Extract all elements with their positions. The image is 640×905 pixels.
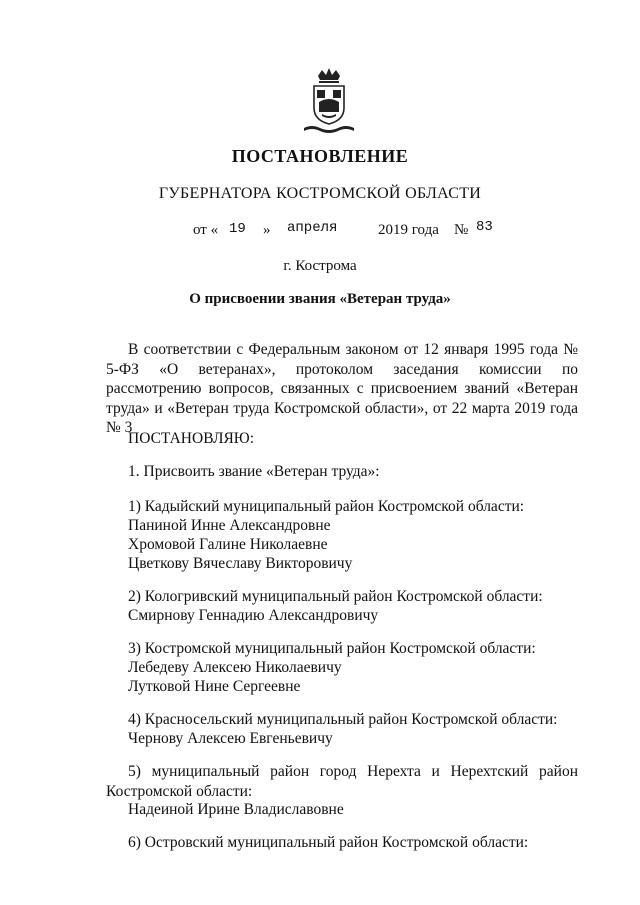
section-heading: 1) Кадыйский муниципальный район Костромской области: <box>128 498 525 515</box>
document-subject: О присвоении звания «Ветеран труда» <box>189 291 451 307</box>
section-heading: 2) Кологривский муниципальный район Костромской области: <box>128 588 543 605</box>
date-from-label: от « <box>193 222 219 238</box>
date-year: 2019 года <box>378 222 439 238</box>
document-title: ПОСТАНОВЛЕНИЕ <box>231 146 409 166</box>
preamble-text: В соответствии с Федеральным законом от 12 января 1995 года № 5-ФЗ «О ветеранах», протоколом заседания комиссии по рассмотрению вопросов, связанных с присвоением званий «Ветеран труда» и «Ветеран труда Костромской области», от 22 марта 2019 года № 3 <box>106 341 578 436</box>
item-1-text: 1. Присвоить звание «Ветеран труда»: <box>128 463 380 480</box>
number-sign: № <box>454 222 469 238</box>
section-5-paragraph <box>106 762 578 801</box>
preamble-paragraph <box>106 340 578 438</box>
recipient-name: Паниной Инне Александровне <box>128 517 331 534</box>
recipient-name: Смирнову Геннадию Александровичу <box>128 607 379 624</box>
section-heading: 5) муниципальный район город Нерехта и Нерехтский район Костромской области: <box>106 763 578 800</box>
document-subtitle: ГУБЕРНАТОРА КОСТРОМСКОЙ ОБЛАСТИ <box>158 185 482 202</box>
recipient-name: Хромовой Галине Николаевне <box>128 536 328 553</box>
section-heading: 3) Костромской муниципальный район Костромской области: <box>128 640 536 657</box>
recipient-name: Цветкову Вячеславу Викторовичу <box>128 555 353 572</box>
recipient-name: Лутковой Нине Сергеевне <box>128 678 301 695</box>
document-number: 83 <box>476 219 493 235</box>
section-heading: 4) Красносельский муниципальный район Костромской области: <box>128 711 558 728</box>
recipient-name: Чернову Алексею Евгеньевичу <box>128 730 333 747</box>
recipient-name: Лебедеву Алексею Николаевичу <box>128 659 342 676</box>
coat-of-arms-emblem <box>302 68 356 136</box>
decree-word: ПОСТАНОВЛЯЮ: <box>128 430 255 447</box>
date-month: апреля <box>287 220 338 236</box>
date-close-quote: » <box>263 222 271 238</box>
section-heading: 6) Островский муниципальный район Костромской области: <box>128 834 529 851</box>
city-line: г. Кострома <box>283 258 357 274</box>
recipient-name: Надеиной Ирине Владиславовне <box>128 801 344 818</box>
date-day: 19 <box>229 221 246 237</box>
